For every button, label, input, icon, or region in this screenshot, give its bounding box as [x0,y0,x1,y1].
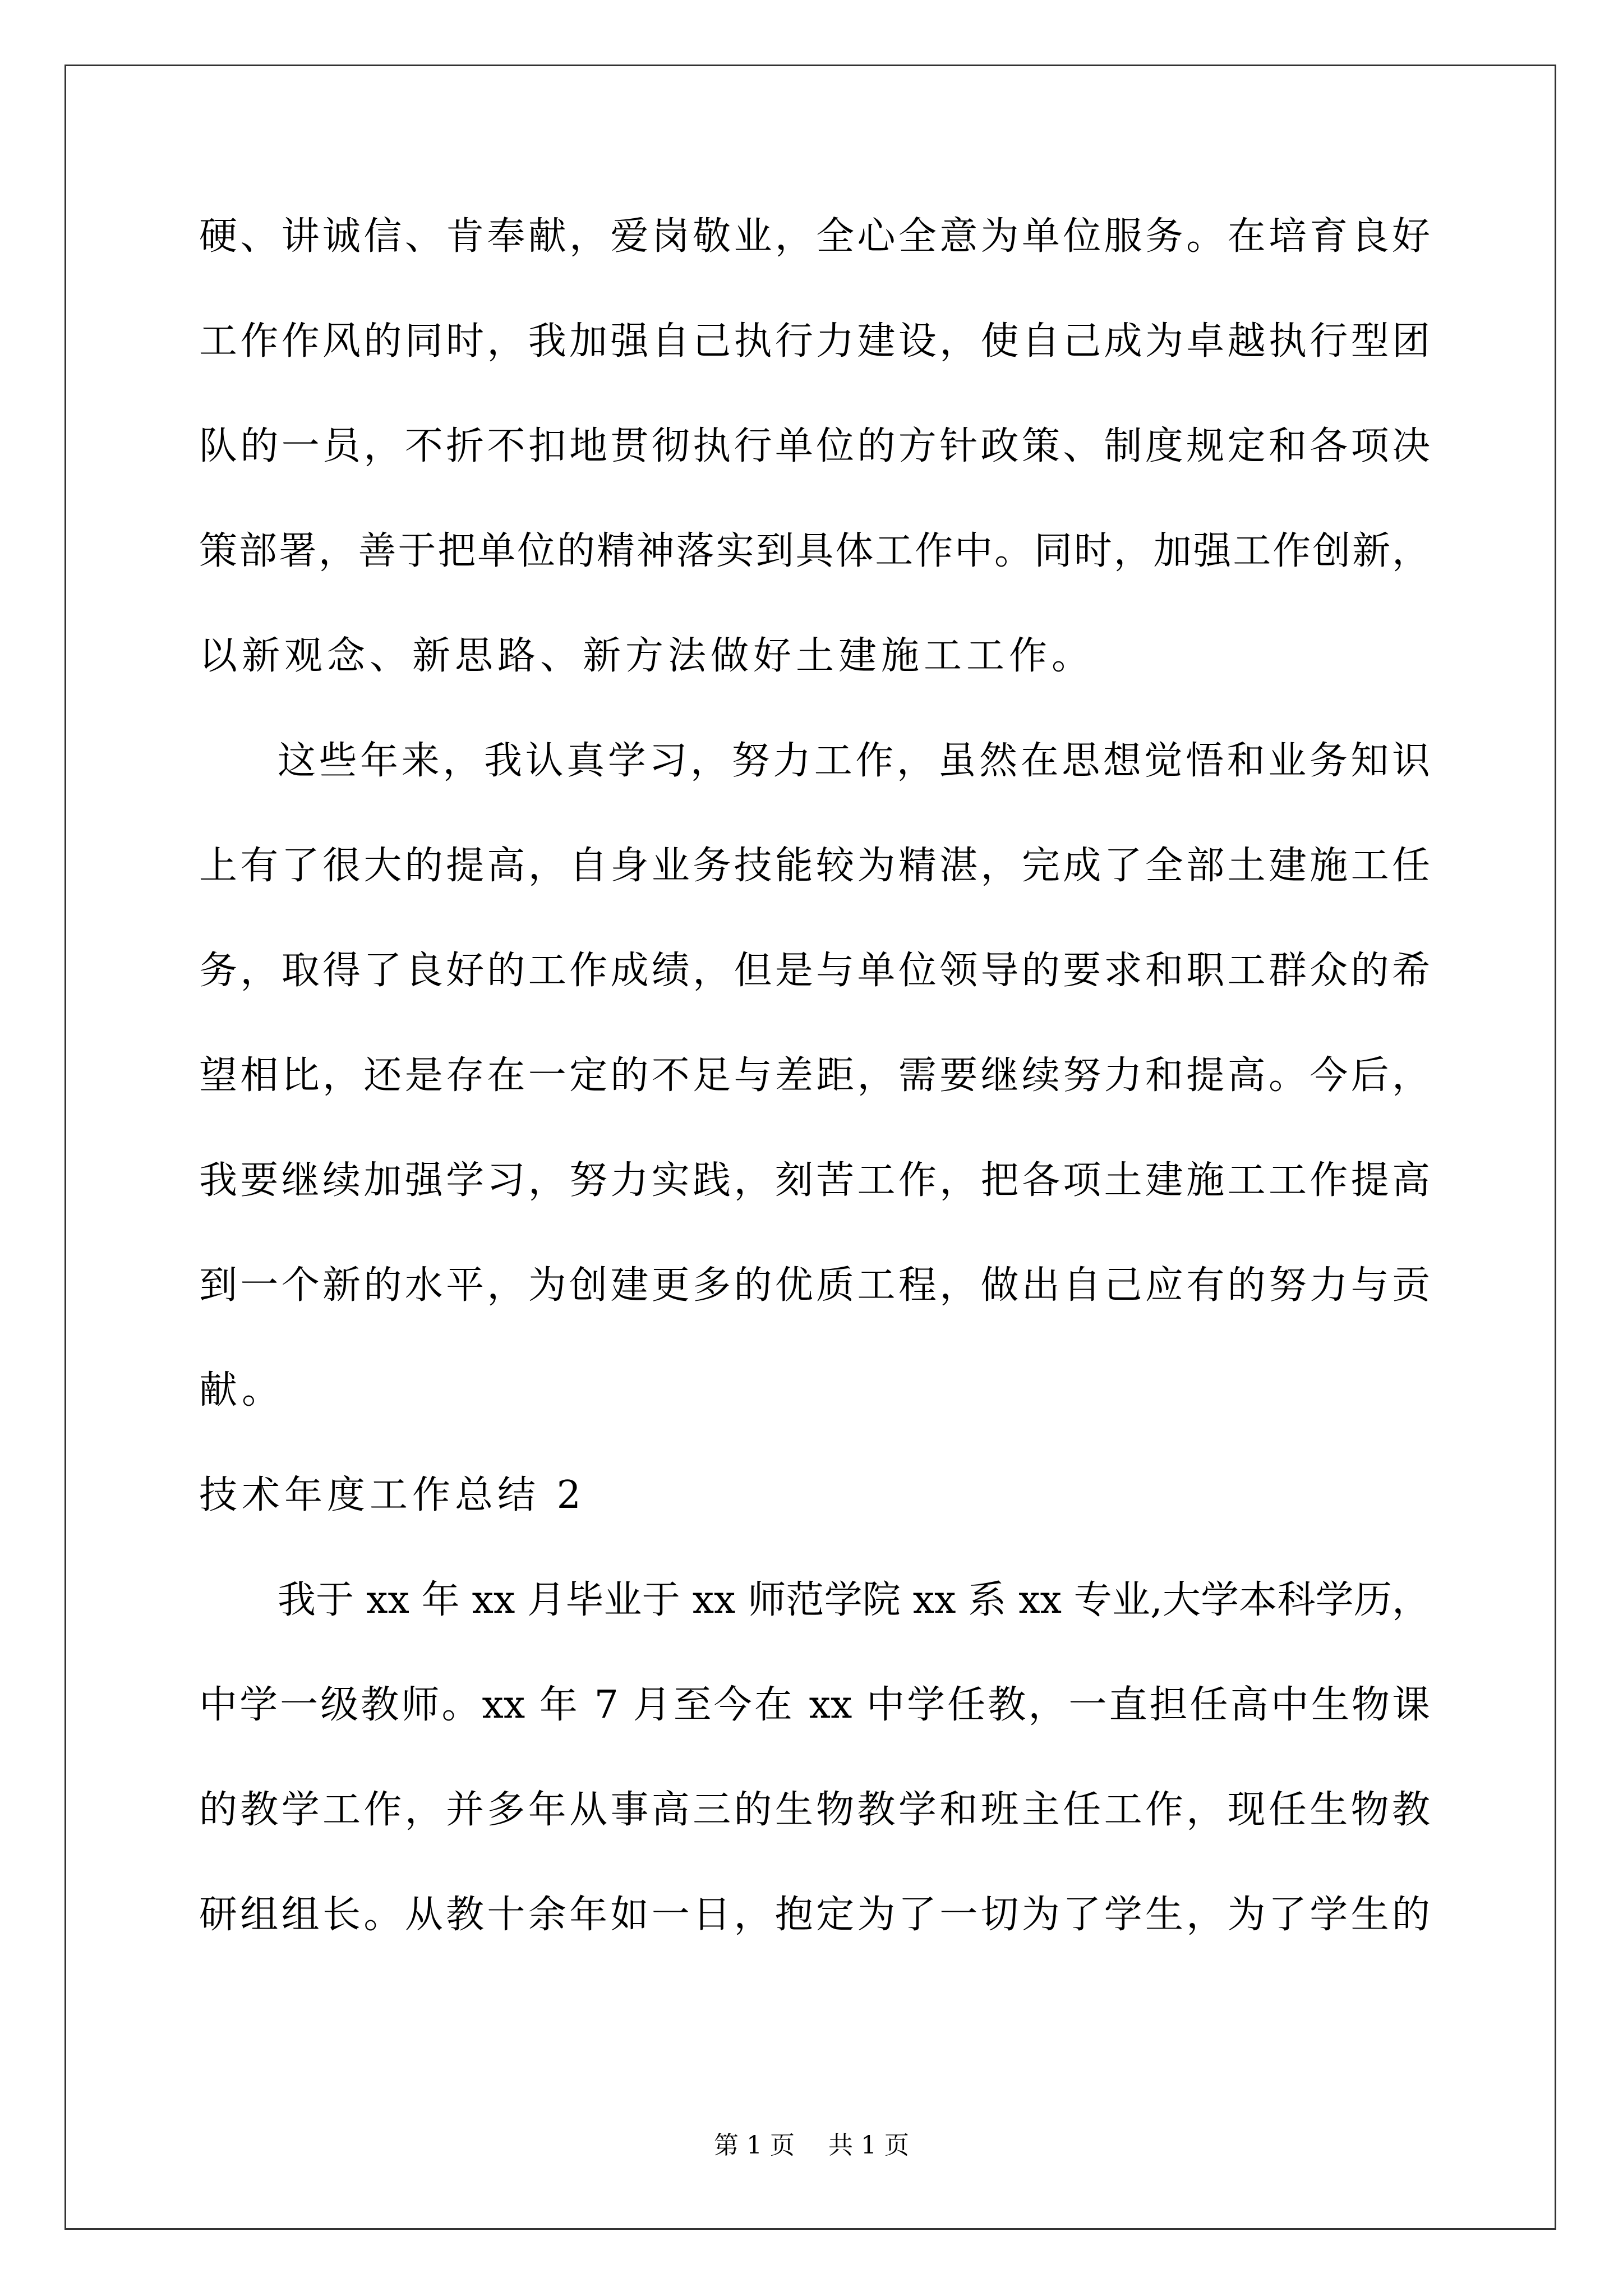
body-line-4: 策部署，善于把单位的精神落实到具体工作中。同时，加强工作创新， [199,529,1430,573]
body-line-3: 队的一员，不折不扣地贯彻执行单位的方针政策、制度规定和各项决 [199,424,1430,468]
body-line-17: 研组组长。从教十余年如一日，抱定为了一切为了学生，为了学生的 [199,1893,1430,1937]
body-line-10: 我要继续加强学习，努力实践，刻苦工作，把各项土建施工工作提高 [199,1158,1430,1203]
page-total: 共 1 页 [828,2131,909,2160]
body-line-11: 到一个新的水平，为创建更多的优质工程，做出自己应有的努力与贡 [199,1263,1430,1308]
body-line-1: 硬、讲诚信、肯奉献，爱岗敬业，全心全意为单位服务。在培育良好 [199,214,1430,259]
document-body [199,214,1430,2001]
body-line-5: 以新观念、新思路、新方法做好土建施工工作。 [199,634,1095,678]
section-heading: 技术年度工作总结 2 [199,1473,585,1517]
body-line-14: 我于 xx 年 xx 月毕业于 xx 师范学院 xx 系 xx 专业,大学本科学历， [278,1578,1430,1622]
body-line-2: 工作作风的同时，我加强自己执行力建设，使自己成为卓越执行型团 [199,319,1430,364]
body-line-6: 这些年来，我认真学习，努力工作，虽然在思想觉悟和业务知识 [278,739,1430,783]
body-line-7: 上有了很大的提高，自身业务技能较为精湛，完成了全部土建施工任 [199,844,1430,888]
page-footer [0,2133,1623,2158]
page-number: 第 1 页 [714,2131,795,2160]
body-line-9: 望相比，还是存在一定的不足与差距，需要继续努力和提高。今后， [199,1053,1430,1098]
body-line-12: 献。 [199,1368,285,1412]
body-line-16: 的教学工作，并多年从事高三的生物教学和班主任工作，现任生物教 [199,1788,1430,1832]
body-line-15: 中学一级教师。xx 年 7 月至今在 xx 中学任教，一直担任高中生物课 [199,1683,1430,1727]
body-line-8: 务，取得了良好的工作成绩，但是与单位领导的要求和职工群众的希 [199,949,1430,993]
